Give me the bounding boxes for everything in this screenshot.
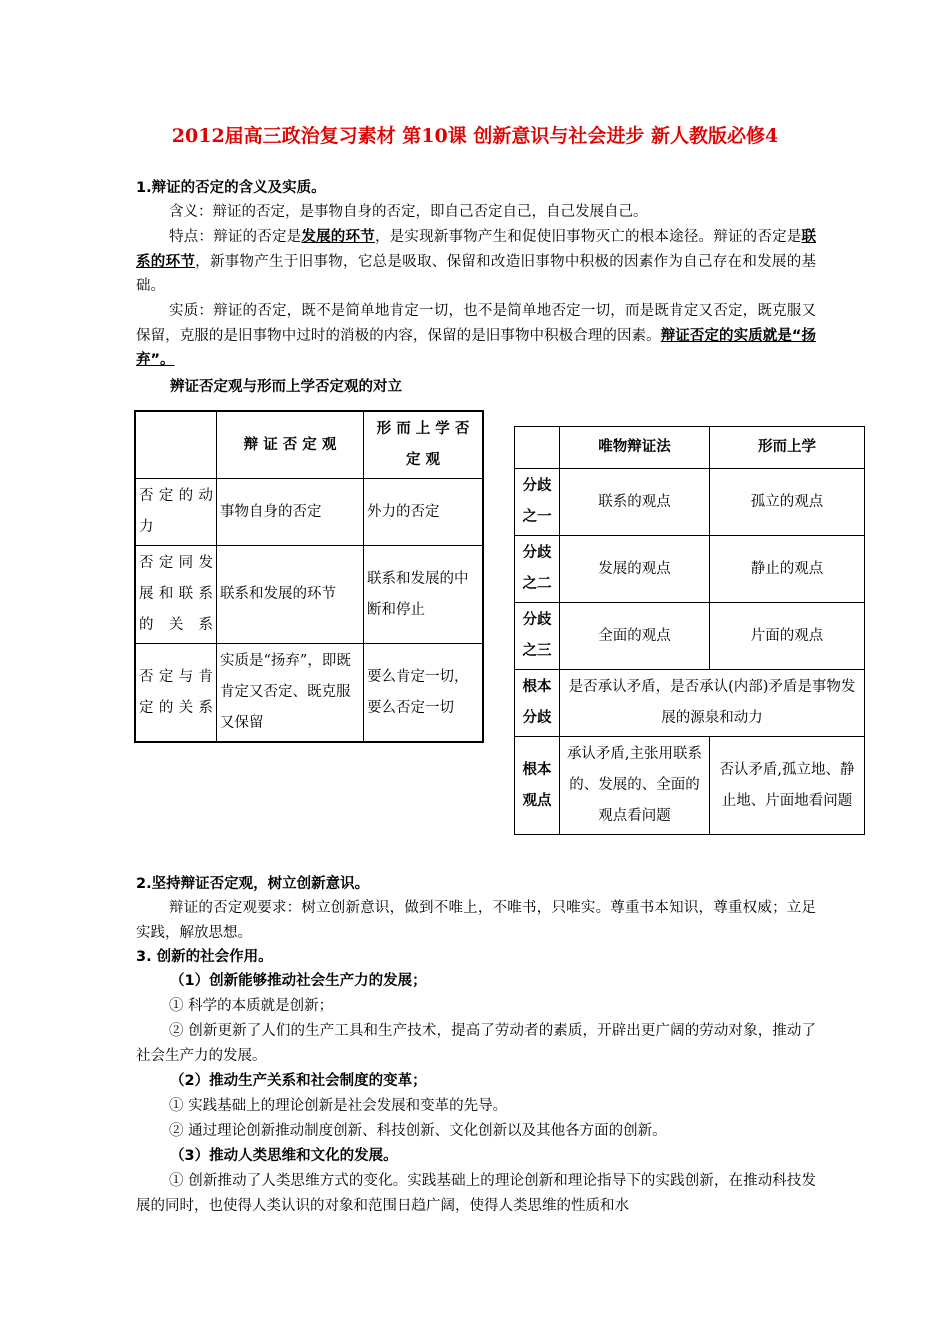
table-row — [515, 670, 865, 737]
table1-cell: 实质是“扬弃”，即既肯定又否定、既克服又保留 — [217, 644, 364, 743]
section-2-paragraph: 辩证的否定观要求：树立创新意识，做到不唯上，不唯书，只唯实。尊重书本知识，尊重权威；立足实践，解放思想。 — [136, 900, 816, 941]
section-2-heading: 2.坚持辩证否定观，树立创新意识。 — [136, 876, 370, 892]
table1-corner — [135, 411, 217, 479]
table2-cell: 静止的观点 — [710, 536, 865, 603]
feature-text-b: ，是实现新事物产生和促使旧事物灭亡的根本途径。辩证的否定是 — [374, 229, 802, 245]
subsection-3-heading: （3）推动人类思维和文化的发展。 — [170, 1148, 398, 1164]
table-row — [515, 737, 865, 835]
table2-header-metaphysics: 形而上学 — [710, 427, 865, 469]
subsection-1-item-2: ② 创新更新了人们的生产工具和生产技术，提高了劳动者的素质，开辟出更广阔的劳动对象，推动了社会生产力的发展。 — [136, 1023, 816, 1064]
table1-row-label: 否 定 与 肯定的关系 — [135, 644, 217, 743]
table2-header-row — [515, 427, 865, 469]
section-3-heading: 3. 创新的社会作用。 — [136, 949, 273, 965]
table2-row-label: 分歧之三 — [515, 603, 560, 670]
table1-cell: 联系和发展的中断和停止 — [364, 546, 484, 644]
table-row — [515, 603, 865, 670]
subsection-2-item-1: ① 实践基础上的理论创新是社会发展和变革的先导。 — [169, 1098, 508, 1114]
table1-cell: 联系和发展的环节 — [217, 546, 364, 644]
table2-row-label: 分歧之二 — [515, 536, 560, 603]
table-row — [135, 479, 483, 546]
document-title: 2012届高三政治复习素材 第10课 创新意识与社会进步 新人教版必修4 — [171, 125, 779, 147]
table2-cell: 全面的观点 — [560, 603, 710, 670]
table1-cell: 要么肯定一切，要么否定一切 — [364, 644, 484, 743]
essence-paragraph — [136, 299, 816, 373]
table1-row-label: 否 定 同 发展 和 联 系的关系 — [135, 546, 217, 644]
subsection-1-item-1: ① 科学的本质就是创新； — [169, 998, 334, 1014]
feature-paragraph — [136, 225, 816, 299]
subsection-2-heading: （2）推动生产关系和社会制度的变革； — [170, 1073, 427, 1089]
subsection-2-item-2: ② 通过理论创新推动制度创新、科技创新、文化创新以及其他各方面的创新。 — [169, 1123, 667, 1139]
table1-cell: 事物自身的否定 — [217, 479, 364, 546]
essence-text: 实质：辩证的否定，既不是简单地肯定一切，也不是简单地否定一切，而是既肯定又否定，既克服又保留，克服的是旧事物中过时的消极的内容，保留的是旧事物中积极合理的因素。 — [136, 303, 816, 344]
feature-text-c: ，新事物产生于旧事物，它总是吸取、保留和改造旧事物中积极的因素作为自己存在和发展的基础。 — [136, 253, 816, 294]
connection-link-term: 联系的环节 — [136, 229, 817, 270]
table2-cell: 片面的观点 — [710, 603, 865, 670]
table2-root-divergence-text: 是否承认矛盾，是否承认(内部)矛盾是事物发展的源泉和动力 — [560, 670, 865, 737]
table2-row-label: 分歧之一 — [515, 469, 560, 536]
essence-conclusion: 辩证否定的实质就是“扬弃”。 — [136, 327, 817, 368]
table-row — [515, 469, 865, 536]
table1-cell: 外力的否定 — [364, 479, 484, 546]
table-caption: 辨证否定观与形而上学否定观的对立 — [170, 379, 402, 395]
feature-text-a: 特点：辩证的否定是 — [169, 229, 302, 245]
table1-row-label: 否 定 的 动力 — [135, 479, 217, 546]
section-1-heading: 1.辩证的否定的含义及实质。 — [136, 180, 326, 196]
table-row — [135, 546, 483, 644]
table1-header-row — [135, 411, 483, 479]
table2-root-view-dialectics: 承认矛盾,主张用联系的、发展的、全面的观点看问题 — [560, 737, 710, 835]
table-row — [515, 536, 865, 603]
table1-header-dialectical: 辩 证 否 定 观 — [217, 411, 364, 479]
development-link-term: 发展的环节 — [301, 229, 375, 245]
table2-root-divergence-label: 根本分歧 — [515, 670, 560, 737]
table1-header-metaphysical: 形 而 上 学 否 定 观 — [364, 411, 484, 479]
table2-corner — [515, 427, 560, 469]
table2-header-dialectics: 唯物辩证法 — [560, 427, 710, 469]
subsection-1-heading: （1）创新能够推动社会生产力的发展； — [170, 973, 427, 989]
table2-root-view-label: 根本观点 — [515, 737, 560, 835]
table2-cell: 发展的观点 — [560, 536, 710, 603]
dialectics-metaphysics-table — [514, 426, 865, 835]
subsection-3-item-1: ① 创新推动了人类思维方式的变化。实践基础上的理论创新和理论指导下的实践创新，在推动科技发展的同时，也使得人类认识的对象和范围日趋广阔，使得人类思维的性质和水 — [136, 1173, 816, 1214]
table-row — [135, 644, 483, 743]
table2-cell: 孤立的观点 — [710, 469, 865, 536]
table2-root-view-metaphysics: 否认矛盾,孤立地、静止地、片面地看问题 — [710, 737, 865, 835]
meaning-paragraph: 含义：辩证的否定，是事物自身的否定，即自己否定自己，自己发展自己。 — [169, 204, 648, 220]
negation-comparison-table — [134, 410, 484, 743]
table2-cell: 联系的观点 — [560, 469, 710, 536]
